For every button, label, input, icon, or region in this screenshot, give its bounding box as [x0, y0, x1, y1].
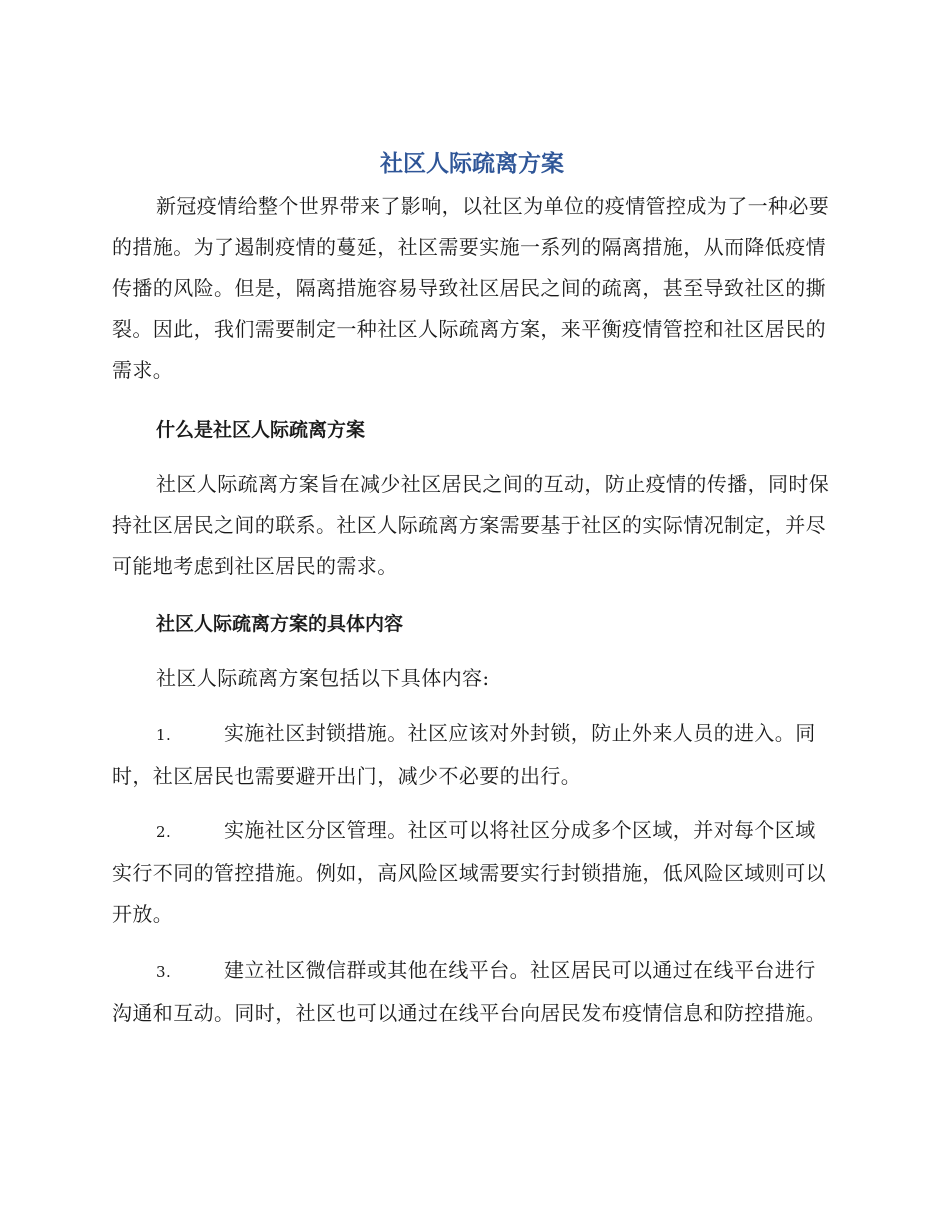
list-item-text: 实施社区分区管理。社区可以将社区分成多个区域，并对每个区域实行不同的管控措施。例如，高风险区域需要实行封锁措施，低风险区域则可以开放。 [112, 818, 826, 926]
document-title: 社区人际疏离方案 [380, 151, 564, 177]
list-item-number: 3. [156, 963, 172, 981]
list-item [112, 713, 832, 797]
list-item-number: 1. [156, 726, 172, 744]
section-what-is-body: 社区人际疏离方案旨在减少社区居民之间的互动，防止疫情的传播，同时保持社区居民之间的联系。社区人际疏离方案需要基于社区的实际情况制定，并尽可能地考虑到社区居民的需求。 [112, 472, 830, 578]
list-item-text: 建立社区微信群或其他在线平台。社区居民可以通过在线平台进行沟通和互动。同时，社区也可以通过在线平台向居民发布疫情信息和防控措施。 [112, 958, 826, 1025]
list-item [112, 950, 832, 1034]
list-item-number: 2. [156, 823, 172, 841]
section-heading-contents: 社区人际疏离方案的具体内容 [156, 613, 404, 635]
list-item-text: 实施社区封锁措施。社区应该对外封锁，防止外来人员的进入。同时，社区居民也需要避开出门，减少不必要的出行。 [112, 721, 816, 788]
section-contents-lead: 社区人际疏离方案包括以下具体内容: [156, 666, 490, 690]
intro-paragraph: 新冠疫情给整个世界带来了影响，以社区为单位的疫情管控成为了一种必要的措施。为了遏制疫情的蔓延，社区需要实施一系列的隔离措施，从而降低疫情传播的风险。但是，隔离措施容易导致社区居民之间的疏离，甚至导致社区的撕裂。因此，我们需要制定一种社区人际疏离方案，来平衡疫情管控和社区居民的需求。 [112, 194, 830, 382]
section-heading-what-is: 什么是社区人际疏离方案 [156, 419, 366, 441]
list-item [112, 810, 832, 935]
